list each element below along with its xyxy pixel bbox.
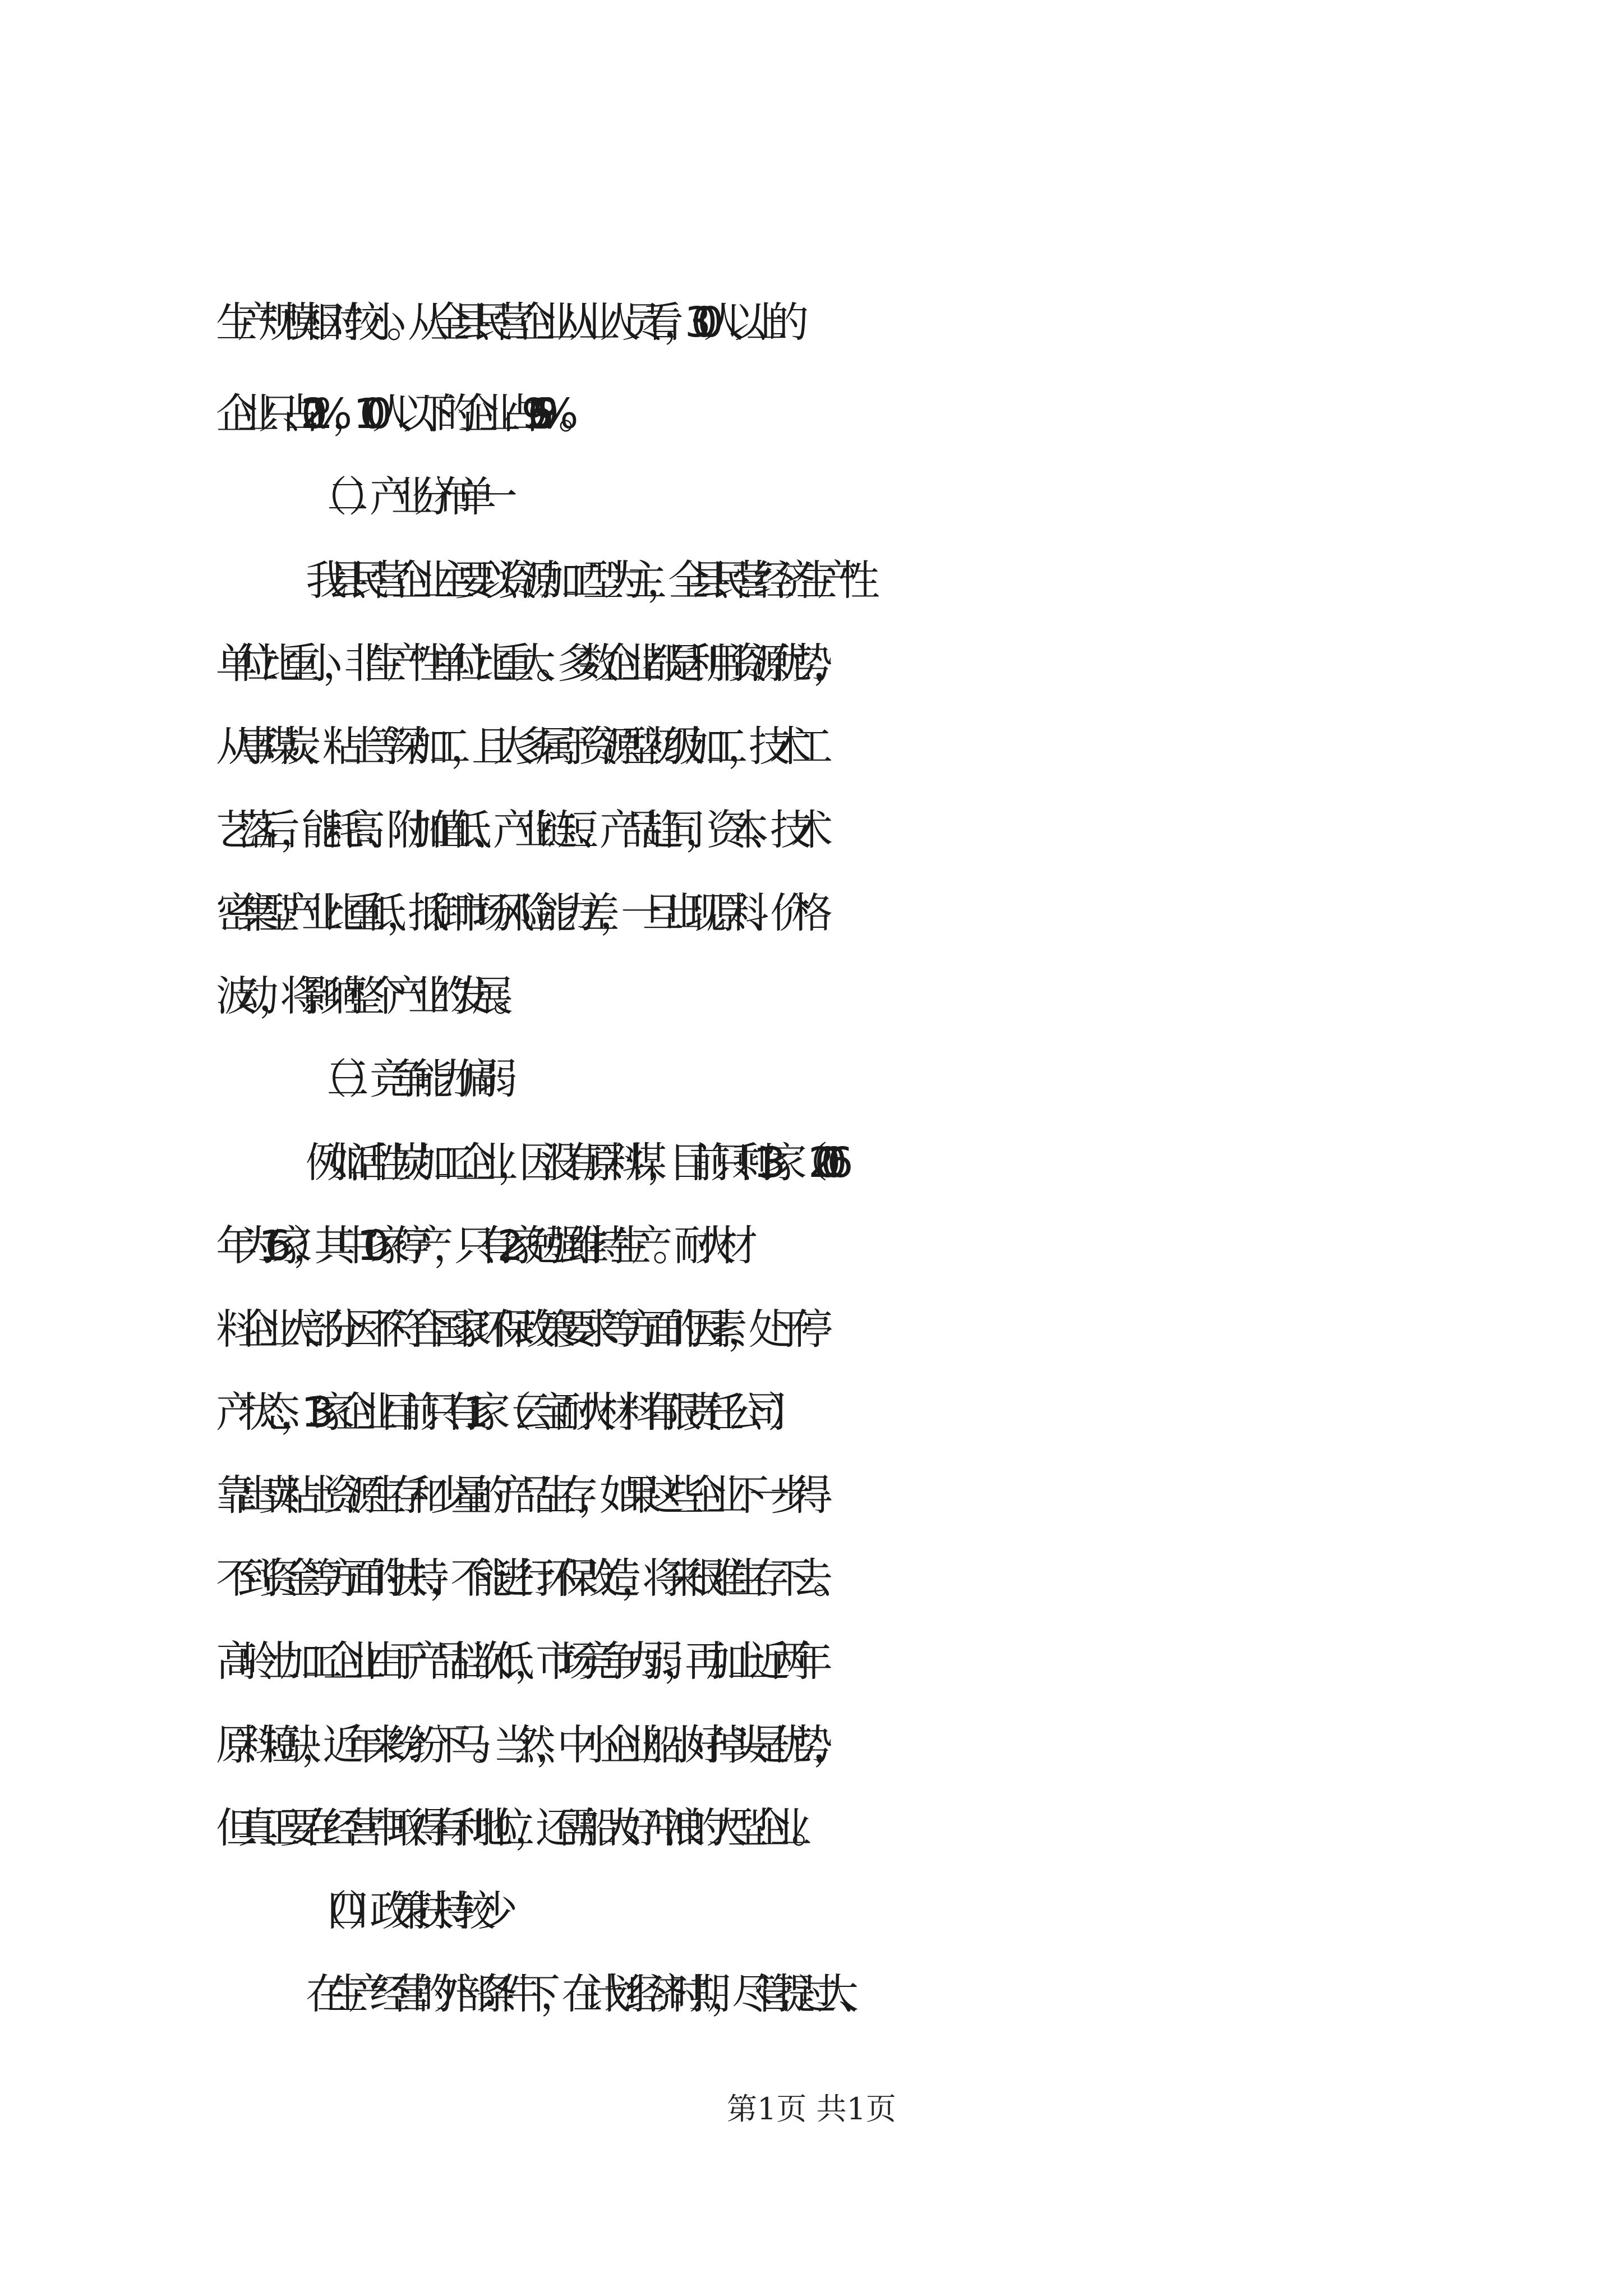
section-heading: （二）产业分布单一: [306, 473, 497, 521]
text-line: 艺落后，能耗高、附加值低、产业链短、产品趋同，资本、技术: [216, 806, 813, 854]
text-line: 生产规模相对较小。从全县民营企业从业人员看，300人以上的: [216, 298, 789, 347]
text-line: 料企业大部分因不符合国家环保政策要求等方面的因素，处于停: [216, 1305, 813, 1354]
text-line: 在生产经营的外部条件下，在计划经济时期，尽管提过大、: [306, 1970, 860, 2018]
page-footer: 第1页 共1页: [727, 2091, 896, 2127]
text-line: 密集型产业比重低，抵御市场风险能力差，一旦出现原料、价格: [216, 889, 813, 937]
text-line: 我县民营企业主要以资源加工型为主，全县民营经济生产性: [306, 556, 860, 605]
text-line: 从事煤炭、粘土等深加工，且大多属于资源型初级加工，技术工: [216, 723, 813, 771]
text-line: 产状态，13家企业目前只有1家（云宝耐火材料有限责任公司）: [216, 1388, 789, 1437]
text-line: 企业只占0.21%，100人以下的企业占96.59%。: [216, 390, 580, 438]
text-line: 波动，将影响整个产业的发展。: [216, 972, 514, 1020]
text-line: 高岭土加工企业由于产品档次低，市场竞争力弱，再加上近两年: [216, 1637, 813, 1686]
text-line: 但真正要在经营中取得有利地位，还需船大好冲浪的大型企业。: [216, 1804, 813, 1852]
section-heading: （三）竞争能力偏弱: [306, 1055, 497, 1103]
text-line: 单位比重小，非生产性单位比重大。多数企业都是利用资源优势，: [216, 639, 834, 688]
text-line: 年为16家），其中10家停产，只有2家勉强维持生产。耐火材: [216, 1222, 738, 1270]
text-line: 不到资金等方面的扶持，不能进行环保改造，将来很难生存下去。: [216, 1554, 834, 1603]
section-heading: （四）政策扶持较少: [306, 1887, 497, 1935]
text-line: 例如活性炭加工企业，因没有原料煤，目前只剩13家（2006: [306, 1139, 833, 1187]
text-line: 靠出卖粘土资源生存和少量的产品生存，如果这些企业下一步得: [216, 1471, 813, 1520]
text-line: 原料短缺，近年来纷纷下马。当然，中小企业船小好掉头是优势，: [216, 1721, 834, 1769]
